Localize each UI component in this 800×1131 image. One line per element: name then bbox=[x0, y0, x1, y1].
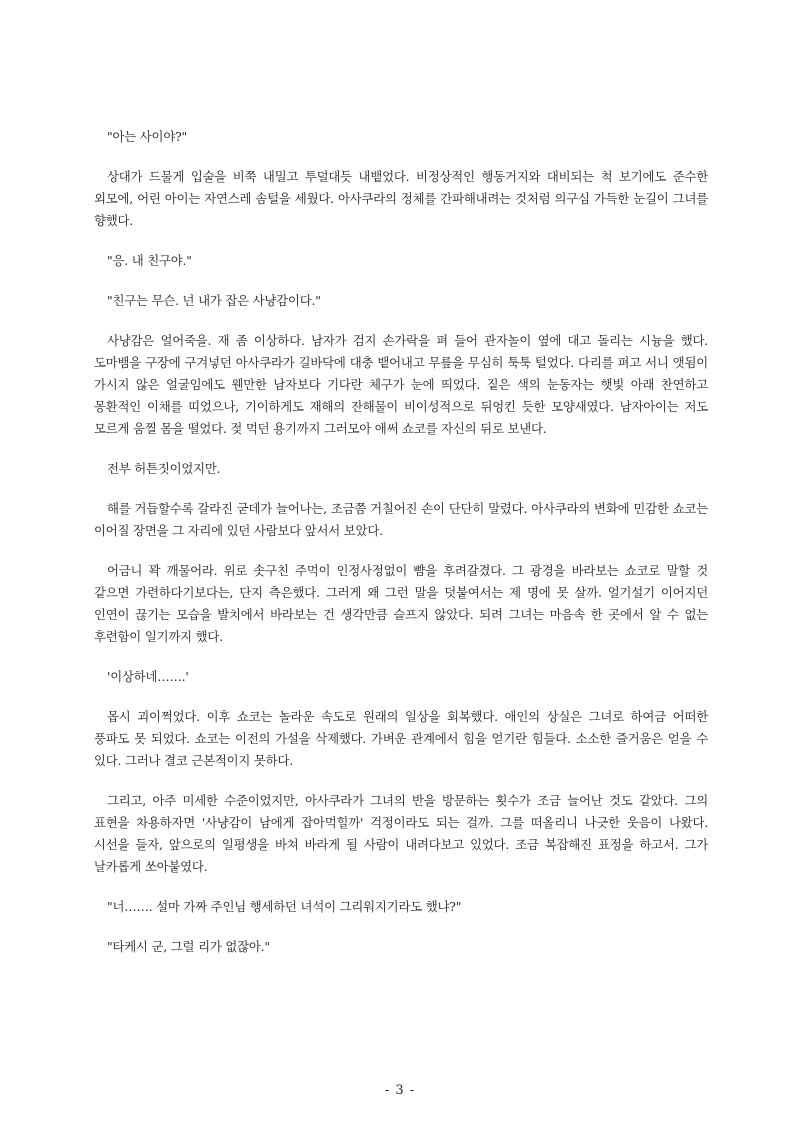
paragraph: "아는 사이야?" bbox=[107, 129, 188, 144]
paragraph: '이상하네…….' bbox=[107, 669, 189, 684]
paragraph: 몹시 괴이쩍었다. 이후 쇼코는 놀라운 속도로 원래의 일상을 회복했다. 애인의 상실은 그녀로 하여금 어떠한 풍파도 못 되었다. 쇼코는 이전의 가설을 삭제했다. 가벼운 관계에서 힘을 얻기란 힘들다. 소소한 즐거움은 얻을 수 있다. 그러나 결코 근본적이지 못하다. bbox=[94, 709, 708, 768]
paragraph: 전부 허튼짓이었지만. bbox=[107, 461, 221, 476]
paragraph: "타케시 군, 그럴 리가 없잖아." bbox=[107, 939, 270, 954]
paragraph: "응. 내 친구야." bbox=[107, 253, 192, 268]
page-number: - 3 - bbox=[384, 1083, 416, 1098]
paragraph: 어금니 꽉 깨물어라. 위로 솟구친 주먹이 인정사정없이 뺨을 후려갈겼다. 그 광경을 바라보는 쇼코로 말할 것 같으면 가련하다기보다는, 단지 측은했다. 그러게 왜 그런 말을 덧붙여서는 제 명에 못 살까. 얼기설기 이어지던 인연이 끊기는 모습을 발치에서 바라보는 건 생각만큼 슬프지 않았다. 되려 그녀는 마음속 한 곳에서 알 수 없는 후련함이 일기까지 했다. bbox=[94, 563, 708, 644]
paragraph: 상대가 드물게 입술을 비쭉 내밀고 투덜대듯 내뱉었다. 비정상적인 행동거지와 대비되는 척 보기에도 준수한 외모에, 어린 아이는 자연스레 솜털을 세웠다. 아사쿠라의 정체를 간파해내려는 것처럼 의구심 가득한 눈길이 그녀를 향했다. bbox=[94, 169, 708, 228]
body-text bbox=[94, 126, 708, 976]
paragraph: 그리고, 아주 미세한 수준이었지만, 아사쿠라가 그녀의 반을 방문하는 횟수가 조금 늘어난 것도 같았다. 그의 표현을 차용하자면 '사냥감이 남에게 잡아먹힐까' 걱정이라도 되는 걸까. 그를 떠올리니 나긋한 웃음이 나왔다. 시선을 들자, 앞으로의 일평생을 바쳐 바라게 될 사람이 내려다보고 있었다. 조금 복잡해진 표정을 하고서. 그가 날카롭게 쏘아붙였다. bbox=[94, 793, 708, 874]
paragraph: "친구는 무슨. 넌 내가 잡은 사냥감이다." bbox=[107, 293, 321, 308]
paragraph: "너……. 설마 가짜 주인님 행세하던 녀석이 그리워지기라도 했냐?" bbox=[107, 899, 462, 914]
paragraph: 해를 거듭할수록 갈라진 굳데가 늘어나는, 조금쯤 거칠어진 손이 단단히 말렸다. 아사쿠라의 변화에 민감한 쇼코는 이어질 장면을 그 자리에 있던 사람보다 앞서서 보았다. bbox=[94, 501, 709, 538]
paragraph: 사냥감은 얼어죽을. 재 좀 이상하다. 남자가 검지 손가락을 펴 들어 관자놀이 옆에 대고 돌리는 시늉을 했다. 도마뱀을 구장에 구겨넣던 아사쿠라가 길바닥에 대충 뱉어내고 무릎을 무심히 툭툭 털었다. 다리를 펴고 서니 앳됨이 가시지 않은 얼굴임에도 웬만한 남자보다 기다란 체구가 눈에 띄었다. 짙은 색의 눈동자는 햇빛 아래 찬연하고 몽환적인 이채를 띠었으나, 기이하게도 재해의 잔해물이 비이성적으로 뒤엉킨 듯한 모양새였다. 남자아이는 저도 모르게 움찔 몸을 떨었다. 젖 먹던 용기까지 그러모아 애써 쇼코를 자신의 뒤로 보낸다. bbox=[94, 333, 708, 436]
